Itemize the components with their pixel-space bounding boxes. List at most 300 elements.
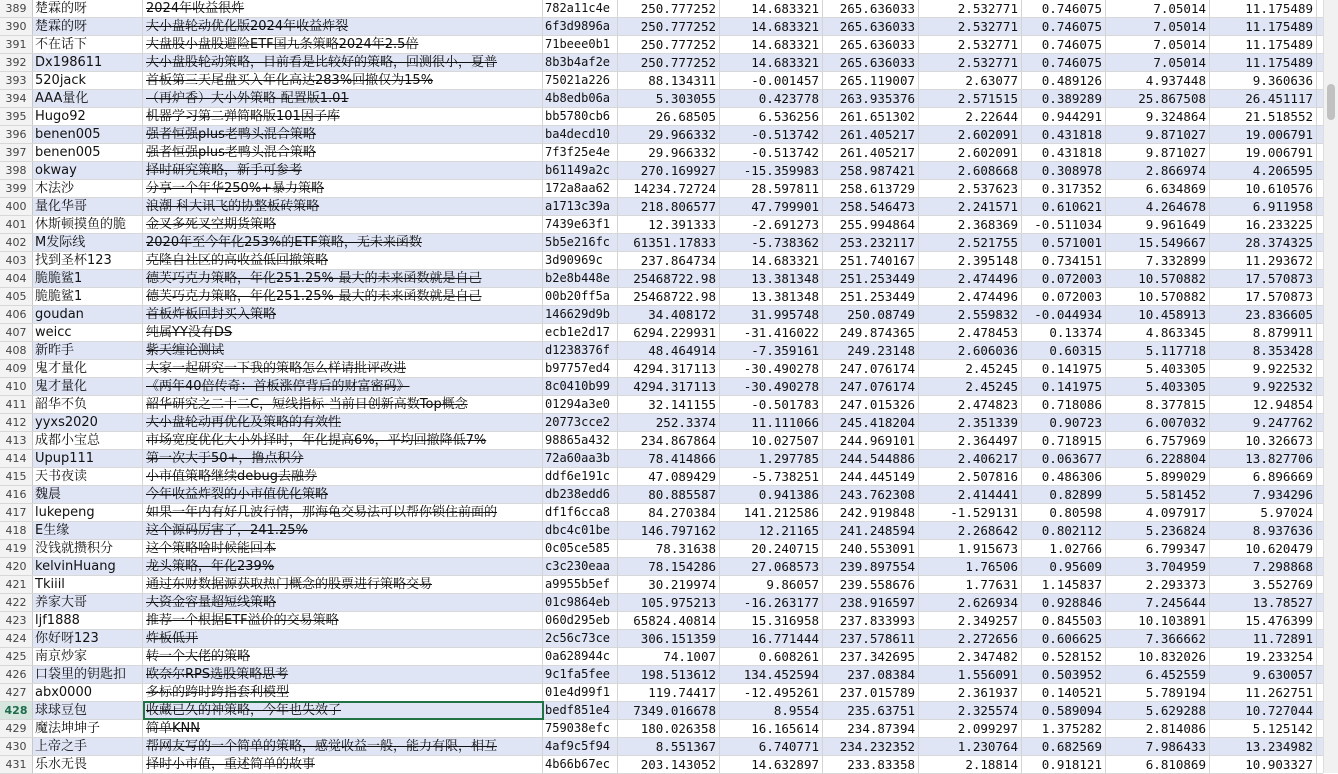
- row-number[interactable]: 396: [0, 126, 33, 143]
- id-cell[interactable]: 98865a432: [543, 432, 618, 449]
- author-cell[interactable]: benen005: [33, 144, 143, 161]
- author-cell[interactable]: yyxs2020: [33, 414, 143, 431]
- value-cell-7[interactable]: 11.175489: [1210, 18, 1317, 35]
- value-cell-4[interactable]: 2.099297: [919, 720, 1022, 737]
- id-cell[interactable]: 75021a226: [543, 72, 618, 89]
- table-row[interactable]: [0, 576, 1323, 594]
- id-cell[interactable]: b2e8b448e: [543, 270, 618, 287]
- table-row[interactable]: [0, 594, 1323, 612]
- value-cell-3[interactable]: 244.445149: [823, 468, 919, 485]
- id-cell[interactable]: 6f3d9896a: [543, 18, 618, 35]
- value-cell-6[interactable]: 6.634869: [1106, 180, 1210, 197]
- id-cell[interactable]: 146629d9b: [543, 306, 618, 323]
- value-cell-1[interactable]: 78.31638: [618, 540, 720, 557]
- value-cell-6[interactable]: 4.097917: [1106, 504, 1210, 521]
- value-cell-7[interactable]: 19.006791: [1210, 126, 1317, 143]
- table-row[interactable]: [0, 378, 1323, 396]
- value-cell-4[interactable]: 2.268642: [919, 522, 1022, 539]
- title-cell[interactable]: 分享一个年华250%+暴力策略: [143, 180, 543, 197]
- table-row[interactable]: [0, 612, 1323, 630]
- value-cell-3[interactable]: 237.015789: [823, 684, 919, 701]
- value-cell-1[interactable]: 65824.40814: [618, 612, 720, 629]
- value-cell-6[interactable]: 3.704959: [1106, 558, 1210, 575]
- title-cell[interactable]: 首板炸板回封买入策略: [143, 306, 543, 323]
- value-cell-2[interactable]: 20.240715: [720, 540, 823, 557]
- value-cell-7[interactable]: 11.175489: [1210, 54, 1317, 71]
- value-cell-6[interactable]: 10.570882: [1106, 270, 1210, 287]
- value-cell-5[interactable]: 0.431818: [1022, 126, 1106, 143]
- value-cell-6[interactable]: 6.810869: [1106, 756, 1210, 773]
- table-row[interactable]: [0, 468, 1323, 486]
- value-cell-6[interactable]: 5.899029: [1106, 468, 1210, 485]
- title-cell[interactable]: 市场宽度优化大小外择时，年化提高6%，平均回撤降低7%: [143, 432, 543, 449]
- row-number[interactable]: 398: [0, 162, 33, 179]
- author-cell[interactable]: 休斯顿摸鱼的脆: [33, 216, 143, 233]
- value-cell-1[interactable]: 84.270384: [618, 504, 720, 521]
- table-row[interactable]: [0, 702, 1323, 720]
- value-cell-1[interactable]: 250.777252: [618, 0, 720, 17]
- value-cell-5[interactable]: 0.718915: [1022, 432, 1106, 449]
- table-row[interactable]: [0, 144, 1323, 162]
- id-cell[interactable]: 5b5e216fc: [543, 234, 618, 251]
- value-cell-3[interactable]: 265.636033: [823, 0, 919, 17]
- value-cell-1[interactable]: 237.864734: [618, 252, 720, 269]
- value-cell-2[interactable]: 31.995748: [720, 306, 823, 323]
- value-cell-7[interactable]: 26.451117: [1210, 90, 1317, 107]
- value-cell-4[interactable]: 2.347482: [919, 648, 1022, 665]
- table-row[interactable]: [0, 342, 1323, 360]
- value-cell-5[interactable]: 1.375282: [1022, 720, 1106, 737]
- value-cell-3[interactable]: 265.636033: [823, 36, 919, 53]
- value-cell-7[interactable]: 9.922532: [1210, 360, 1317, 377]
- title-cell[interactable]: 如果一年内有好几波行情，那海龟交易法可以帮你锁住前面的: [143, 504, 543, 521]
- author-cell[interactable]: 魏晨: [33, 486, 143, 503]
- value-cell-7[interactable]: 10.326673: [1210, 432, 1317, 449]
- author-cell[interactable]: 南京炒家: [33, 648, 143, 665]
- table-row[interactable]: [0, 288, 1323, 306]
- value-cell-1[interactable]: 4294.317113: [618, 360, 720, 377]
- value-cell-4[interactable]: 2.478453: [919, 324, 1022, 341]
- value-cell-7[interactable]: 19.233254: [1210, 648, 1317, 665]
- value-cell-1[interactable]: 7349.016678: [618, 702, 720, 719]
- table-row[interactable]: [0, 684, 1323, 702]
- value-cell-2[interactable]: 27.068573: [720, 558, 823, 575]
- row-number[interactable]: 425: [0, 648, 33, 665]
- table-row[interactable]: [0, 126, 1323, 144]
- value-cell-7[interactable]: 11.72891: [1210, 630, 1317, 647]
- table-row[interactable]: [0, 486, 1323, 504]
- value-cell-6[interactable]: 25.867508: [1106, 90, 1210, 107]
- value-cell-1[interactable]: 252.3374: [618, 414, 720, 431]
- value-cell-5[interactable]: 0.489126: [1022, 72, 1106, 89]
- value-cell-4[interactable]: 2.45245: [919, 360, 1022, 377]
- row-number[interactable]: 403: [0, 252, 33, 269]
- title-cell[interactable]: 克隆自社区的高收益低回撤策略: [143, 252, 543, 269]
- title-cell[interactable]: 大小盘轮动优化版2024年收益炸裂: [143, 18, 543, 35]
- value-cell-7[interactable]: 9.360636: [1210, 72, 1317, 89]
- value-cell-6[interactable]: 5.629288: [1106, 702, 1210, 719]
- value-cell-7[interactable]: 9.247762: [1210, 414, 1317, 431]
- value-cell-5[interactable]: 0.486306: [1022, 468, 1106, 485]
- value-cell-2[interactable]: -30.490278: [720, 360, 823, 377]
- title-cell[interactable]: 机器学习第二弹简略版101因子库: [143, 108, 543, 125]
- value-cell-6[interactable]: 15.549667: [1106, 234, 1210, 251]
- author-cell[interactable]: 成都小宝总: [33, 432, 143, 449]
- row-number[interactable]: 393: [0, 72, 33, 89]
- id-cell[interactable]: 01294a3e0: [543, 396, 618, 413]
- value-cell-2[interactable]: -30.490278: [720, 378, 823, 395]
- id-cell[interactable]: 7439e63f1: [543, 216, 618, 233]
- title-cell[interactable]: 首板第三天尾盘买入年化高达283%回撤仅为15%: [143, 72, 543, 89]
- id-cell[interactable]: 782a11c4e: [543, 0, 618, 17]
- author-cell[interactable]: 鬼才量化: [33, 378, 143, 395]
- id-cell[interactable]: b61149a2c: [543, 162, 618, 179]
- value-cell-7[interactable]: 13.827706: [1210, 450, 1317, 467]
- value-cell-6[interactable]: 5.403305: [1106, 360, 1210, 377]
- title-cell[interactable]: 小市值策略继续debug去融券: [143, 468, 543, 485]
- value-cell-3[interactable]: 258.987421: [823, 162, 919, 179]
- value-cell-2[interactable]: -5.738362: [720, 234, 823, 251]
- value-cell-3[interactable]: 263.935376: [823, 90, 919, 107]
- value-cell-2[interactable]: 6.740771: [720, 738, 823, 755]
- row-number[interactable]: 411: [0, 396, 33, 413]
- value-cell-3[interactable]: 237.833993: [823, 612, 919, 629]
- value-cell-4[interactable]: 1.77631: [919, 576, 1022, 593]
- table-row[interactable]: [0, 18, 1323, 36]
- author-cell[interactable]: AAA量化: [33, 90, 143, 107]
- value-cell-1[interactable]: 250.777252: [618, 18, 720, 35]
- value-cell-7[interactable]: 9.630057: [1210, 666, 1317, 683]
- id-cell[interactable]: 4b66b67ec: [543, 756, 618, 773]
- value-cell-2[interactable]: 0.608261: [720, 648, 823, 665]
- title-cell[interactable]: 2024年收益很炸: [143, 0, 543, 17]
- id-cell[interactable]: 72a60aa3b: [543, 450, 618, 467]
- row-number[interactable]: 390: [0, 18, 33, 35]
- value-cell-3[interactable]: 261.651302: [823, 108, 919, 125]
- value-cell-5[interactable]: 0.746075: [1022, 0, 1106, 17]
- value-cell-3[interactable]: 237.342695: [823, 648, 919, 665]
- table-row[interactable]: [0, 738, 1323, 756]
- row-number[interactable]: 392: [0, 54, 33, 71]
- value-cell-5[interactable]: 0.682569: [1022, 738, 1106, 755]
- author-cell[interactable]: 口袋里的钥匙扣: [33, 666, 143, 683]
- id-cell[interactable]: 71beee0b1: [543, 36, 618, 53]
- value-cell-4[interactable]: 2.474823: [919, 396, 1022, 413]
- value-cell-5[interactable]: 0.389289: [1022, 90, 1106, 107]
- vertical-scrollbar[interactable]: [1323, 0, 1338, 773]
- value-cell-4[interactable]: 2.368369: [919, 216, 1022, 233]
- value-cell-5[interactable]: 0.746075: [1022, 54, 1106, 71]
- value-cell-1[interactable]: 25468722.98: [618, 270, 720, 287]
- table-row[interactable]: [0, 306, 1323, 324]
- table-row[interactable]: [0, 648, 1323, 666]
- value-cell-6[interactable]: 2.814086: [1106, 720, 1210, 737]
- table-row[interactable]: [0, 666, 1323, 684]
- table-row[interactable]: [0, 162, 1323, 180]
- value-cell-3[interactable]: 255.994864: [823, 216, 919, 233]
- value-cell-6[interactable]: 10.458913: [1106, 306, 1210, 323]
- author-cell[interactable]: 你好呀123: [33, 630, 143, 647]
- value-cell-4[interactable]: 2.626934: [919, 594, 1022, 611]
- author-cell[interactable]: 不在话下: [33, 36, 143, 53]
- row-number[interactable]: 404: [0, 270, 33, 287]
- value-cell-3[interactable]: 240.553091: [823, 540, 919, 557]
- table-row[interactable]: [0, 36, 1323, 54]
- value-cell-7[interactable]: 17.570873: [1210, 270, 1317, 287]
- row-number[interactable]: 399: [0, 180, 33, 197]
- value-cell-4[interactable]: 2.63077: [919, 72, 1022, 89]
- id-cell[interactable]: df1f6cca8: [543, 504, 618, 521]
- id-cell[interactable]: 01e4d99f1: [543, 684, 618, 701]
- value-cell-7[interactable]: 28.374325: [1210, 234, 1317, 251]
- value-cell-1[interactable]: 74.1007: [618, 648, 720, 665]
- value-cell-3[interactable]: 237.08384: [823, 666, 919, 683]
- author-cell[interactable]: 魔法坤坤子: [33, 720, 143, 737]
- value-cell-2[interactable]: 134.452594: [720, 666, 823, 683]
- value-cell-2[interactable]: 14.683321: [720, 18, 823, 35]
- row-number[interactable]: 428: [0, 702, 33, 719]
- value-cell-2[interactable]: -15.359983: [720, 162, 823, 179]
- row-number[interactable]: 416: [0, 486, 33, 503]
- value-cell-4[interactable]: 2.414441: [919, 486, 1022, 503]
- value-cell-2[interactable]: 14.683321: [720, 36, 823, 53]
- table-row[interactable]: [0, 0, 1323, 18]
- value-cell-6[interactable]: 5.403305: [1106, 378, 1210, 395]
- value-cell-5[interactable]: 0.746075: [1022, 36, 1106, 53]
- value-cell-4[interactable]: 1.76506: [919, 558, 1022, 575]
- value-cell-3[interactable]: 265.636033: [823, 54, 919, 71]
- value-cell-4[interactable]: 2.22644: [919, 108, 1022, 125]
- value-cell-3[interactable]: 238.916597: [823, 594, 919, 611]
- row-number[interactable]: 417: [0, 504, 33, 521]
- author-cell[interactable]: Hugo92: [33, 108, 143, 125]
- value-cell-3[interactable]: 234.87394: [823, 720, 919, 737]
- table-row[interactable]: [0, 432, 1323, 450]
- value-cell-5[interactable]: 0.928846: [1022, 594, 1106, 611]
- title-cell[interactable]: 推荐一个根据ETF溢价的交易策略: [143, 612, 543, 629]
- value-cell-4[interactable]: 2.559832: [919, 306, 1022, 323]
- value-cell-3[interactable]: 245.418204: [823, 414, 919, 431]
- value-cell-5[interactable]: 0.944291: [1022, 108, 1106, 125]
- value-cell-6[interactable]: 7.05014: [1106, 36, 1210, 53]
- row-number[interactable]: 407: [0, 324, 33, 341]
- row-number[interactable]: 423: [0, 612, 33, 629]
- id-cell[interactable]: d1238376f: [543, 342, 618, 359]
- value-cell-7[interactable]: 21.518552: [1210, 108, 1317, 125]
- value-cell-7[interactable]: 11.293672: [1210, 252, 1317, 269]
- value-cell-1[interactable]: 234.867864: [618, 432, 720, 449]
- value-cell-6[interactable]: 9.961649: [1106, 216, 1210, 233]
- value-cell-7[interactable]: 11.262751: [1210, 684, 1317, 701]
- value-cell-1[interactable]: 29.966332: [618, 126, 720, 143]
- value-cell-2[interactable]: 16.771444: [720, 630, 823, 647]
- author-cell[interactable]: 找到圣杯123: [33, 252, 143, 269]
- value-cell-5[interactable]: 0.80598: [1022, 504, 1106, 521]
- value-cell-5[interactable]: 0.82899: [1022, 486, 1106, 503]
- value-cell-3[interactable]: 261.405217: [823, 144, 919, 161]
- value-cell-4[interactable]: 2.532771: [919, 54, 1022, 71]
- id-cell[interactable]: 8c0410b99: [543, 378, 618, 395]
- author-cell[interactable]: 新昨手: [33, 342, 143, 359]
- title-cell[interactable]: 龙头策略，年化239%: [143, 558, 543, 575]
- author-cell[interactable]: 上帝之手: [33, 738, 143, 755]
- value-cell-5[interactable]: 0.571001: [1022, 234, 1106, 251]
- value-cell-7[interactable]: 11.175489: [1210, 0, 1317, 17]
- value-cell-4[interactable]: 1.230764: [919, 738, 1022, 755]
- row-number[interactable]: 415: [0, 468, 33, 485]
- value-cell-7[interactable]: 5.125142: [1210, 720, 1317, 737]
- value-cell-3[interactable]: 243.762308: [823, 486, 919, 503]
- id-cell[interactable]: 4af9c5f94: [543, 738, 618, 755]
- value-cell-7[interactable]: 11.175489: [1210, 36, 1317, 53]
- title-cell[interactable]: 帮网友写的一个简单的策略，感觉收益一般，能力有限，相互: [143, 738, 543, 755]
- author-cell[interactable]: 楚霖的呀: [33, 0, 143, 17]
- value-cell-5[interactable]: 0.072003: [1022, 288, 1106, 305]
- value-cell-7[interactable]: 6.896669: [1210, 468, 1317, 485]
- value-cell-3[interactable]: 251.253449: [823, 288, 919, 305]
- value-cell-4[interactable]: 2.351339: [919, 414, 1022, 431]
- value-cell-2[interactable]: 141.212586: [720, 504, 823, 521]
- value-cell-5[interactable]: 1.145837: [1022, 576, 1106, 593]
- value-cell-5[interactable]: 0.589094: [1022, 702, 1106, 719]
- row-number[interactable]: 402: [0, 234, 33, 251]
- value-cell-1[interactable]: 61351.17833: [618, 234, 720, 251]
- value-cell-1[interactable]: 119.74417: [618, 684, 720, 701]
- title-cell[interactable]: 大资金容量超短线策略: [143, 594, 543, 611]
- value-cell-6[interactable]: 4.264678: [1106, 198, 1210, 215]
- author-cell[interactable]: 养家大哥: [33, 594, 143, 611]
- value-cell-4[interactable]: -1.529131: [919, 504, 1022, 521]
- table-row[interactable]: [0, 756, 1323, 774]
- value-cell-7[interactable]: 8.937636: [1210, 522, 1317, 539]
- title-cell[interactable]: 《两年40倍传奇：首板涨停背后的财富密码》: [143, 378, 543, 395]
- value-cell-4[interactable]: 2.537623: [919, 180, 1022, 197]
- value-cell-6[interactable]: 7.245644: [1106, 594, 1210, 611]
- value-cell-4[interactable]: 2.474496: [919, 288, 1022, 305]
- value-cell-2[interactable]: -2.691273: [720, 216, 823, 233]
- value-cell-7[interactable]: 9.922532: [1210, 378, 1317, 395]
- table-row[interactable]: [0, 324, 1323, 342]
- row-number[interactable]: 414: [0, 450, 33, 467]
- value-cell-1[interactable]: 26.68505: [618, 108, 720, 125]
- value-cell-7[interactable]: 8.353428: [1210, 342, 1317, 359]
- value-cell-6[interactable]: 5.581452: [1106, 486, 1210, 503]
- value-cell-4[interactable]: 2.602091: [919, 126, 1022, 143]
- author-cell[interactable]: M发际线: [33, 234, 143, 251]
- author-cell[interactable]: kelvinHuang: [33, 558, 143, 575]
- value-cell-6[interactable]: 7.332899: [1106, 252, 1210, 269]
- value-cell-2[interactable]: 13.381348: [720, 270, 823, 287]
- value-cell-1[interactable]: 180.026358: [618, 720, 720, 737]
- value-cell-1[interactable]: 306.151359: [618, 630, 720, 647]
- table-row[interactable]: [0, 252, 1323, 270]
- value-cell-7[interactable]: 16.233225: [1210, 216, 1317, 233]
- id-cell[interactable]: 9c1fa5fee: [543, 666, 618, 683]
- id-cell[interactable]: dbc4c01be: [543, 522, 618, 539]
- value-cell-6[interactable]: 5.789194: [1106, 684, 1210, 701]
- value-cell-1[interactable]: 88.134311: [618, 72, 720, 89]
- value-cell-5[interactable]: 0.95609: [1022, 558, 1106, 575]
- value-cell-6[interactable]: 7.986433: [1106, 738, 1210, 755]
- value-cell-7[interactable]: 8.879911: [1210, 324, 1317, 341]
- value-cell-4[interactable]: 2.507816: [919, 468, 1022, 485]
- value-cell-5[interactable]: 0.503952: [1022, 666, 1106, 683]
- value-cell-5[interactable]: 0.845503: [1022, 612, 1106, 629]
- value-cell-1[interactable]: 32.141155: [618, 396, 720, 413]
- value-cell-3[interactable]: 258.546473: [823, 198, 919, 215]
- author-cell[interactable]: abx0000: [33, 684, 143, 701]
- value-cell-2[interactable]: 8.9554: [720, 702, 823, 719]
- id-cell[interactable]: 172a8aa62: [543, 180, 618, 197]
- value-cell-7[interactable]: 17.570873: [1210, 288, 1317, 305]
- value-cell-7[interactable]: 10.727044: [1210, 702, 1317, 719]
- value-cell-2[interactable]: -31.416022: [720, 324, 823, 341]
- value-cell-3[interactable]: 242.919848: [823, 504, 919, 521]
- value-cell-1[interactable]: 250.777252: [618, 36, 720, 53]
- id-cell[interactable]: 0a628944c: [543, 648, 618, 665]
- row-number[interactable]: 430: [0, 738, 33, 755]
- value-cell-3[interactable]: 261.405217: [823, 126, 919, 143]
- value-cell-4[interactable]: 2.395148: [919, 252, 1022, 269]
- value-cell-6[interactable]: 10.832026: [1106, 648, 1210, 665]
- title-cell[interactable]: 德芙巧克力策略，年化251.25%-最大的未来函数就是自己: [143, 270, 543, 287]
- value-cell-3[interactable]: 265.119007: [823, 72, 919, 89]
- value-cell-1[interactable]: 78.154286: [618, 558, 720, 575]
- value-cell-5[interactable]: 0.528152: [1022, 648, 1106, 665]
- value-cell-4[interactable]: 2.361937: [919, 684, 1022, 701]
- value-cell-5[interactable]: 0.317352: [1022, 180, 1106, 197]
- value-cell-1[interactable]: 30.219974: [618, 576, 720, 593]
- value-cell-7[interactable]: 7.298868: [1210, 558, 1317, 575]
- value-cell-6[interactable]: 2.293373: [1106, 576, 1210, 593]
- row-number[interactable]: 418: [0, 522, 33, 539]
- title-cell[interactable]: 通过东财数据源获取热门概念的股票进行策略交易: [143, 576, 543, 593]
- title-cell[interactable]: 德芙巧克力策略，年化251.25%-最大的未来函数就是自己: [143, 288, 543, 305]
- value-cell-2[interactable]: 12.21165: [720, 522, 823, 539]
- row-number[interactable]: 431: [0, 756, 33, 773]
- row-number[interactable]: 405: [0, 288, 33, 305]
- id-cell[interactable]: 7f3f25e4e: [543, 144, 618, 161]
- value-cell-6[interactable]: 5.236824: [1106, 522, 1210, 539]
- value-cell-3[interactable]: 234.232352: [823, 738, 919, 755]
- value-cell-2[interactable]: 15.316958: [720, 612, 823, 629]
- value-cell-3[interactable]: 241.248594: [823, 522, 919, 539]
- value-cell-2[interactable]: 0.423778: [720, 90, 823, 107]
- value-cell-7[interactable]: 23.836605: [1210, 306, 1317, 323]
- author-cell[interactable]: 天书夜读: [33, 468, 143, 485]
- author-cell[interactable]: 脆脆鲨1: [33, 288, 143, 305]
- table-row[interactable]: [0, 216, 1323, 234]
- author-cell[interactable]: 鬼才量化: [33, 360, 143, 377]
- row-number[interactable]: 389: [0, 0, 33, 17]
- title-cell[interactable]: 炸板低开: [143, 630, 543, 647]
- row-number[interactable]: 397: [0, 144, 33, 161]
- value-cell-2[interactable]: -7.359161: [720, 342, 823, 359]
- value-cell-1[interactable]: 5.303055: [618, 90, 720, 107]
- table-row[interactable]: [0, 720, 1323, 738]
- value-cell-5[interactable]: -0.511034: [1022, 216, 1106, 233]
- value-cell-4[interactable]: 2.406217: [919, 450, 1022, 467]
- value-cell-2[interactable]: 14.683321: [720, 252, 823, 269]
- table-row[interactable]: [0, 360, 1323, 378]
- value-cell-3[interactable]: 235.63751: [823, 702, 919, 719]
- row-number[interactable]: 410: [0, 378, 33, 395]
- value-cell-2[interactable]: 14.683321: [720, 0, 823, 17]
- value-cell-5[interactable]: 0.13374: [1022, 324, 1106, 341]
- value-cell-5[interactable]: 0.140521: [1022, 684, 1106, 701]
- row-number[interactable]: 394: [0, 90, 33, 107]
- value-cell-2[interactable]: -0.501783: [720, 396, 823, 413]
